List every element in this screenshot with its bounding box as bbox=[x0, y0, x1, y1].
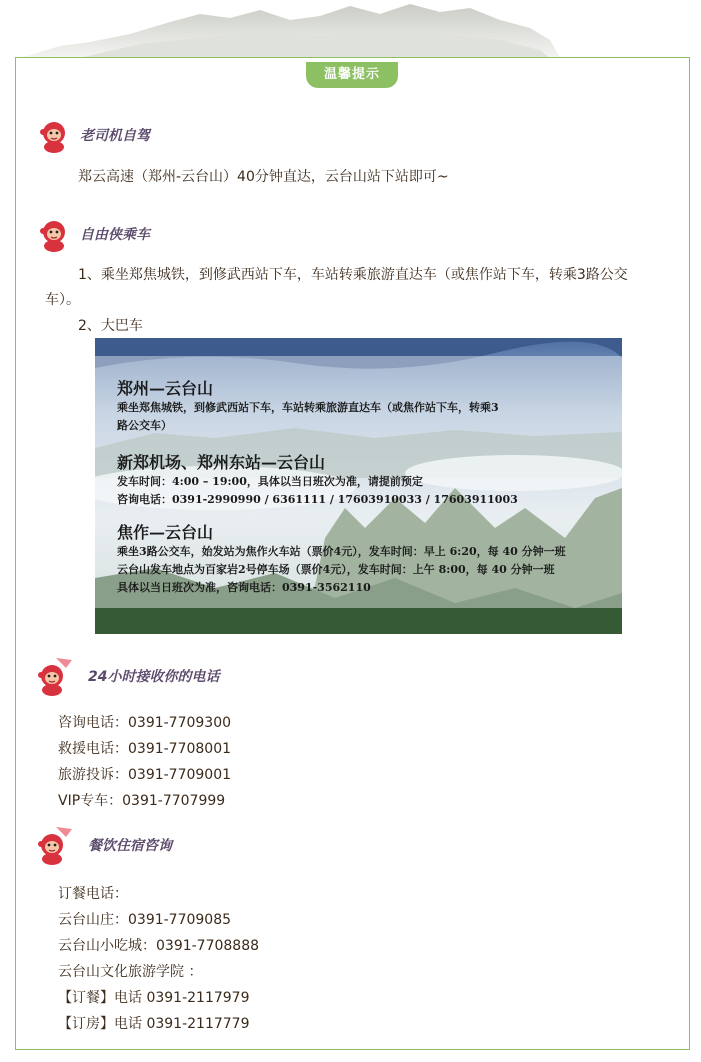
route-title: 郑州—云台山 bbox=[117, 379, 214, 398]
free-travel-line1-wrap: 车）。 bbox=[45, 292, 80, 308]
route-title: 新郑机场、郑州东站—云台山 bbox=[117, 453, 326, 472]
hotline-heading bbox=[36, 656, 219, 696]
monkey-mascot-icon bbox=[36, 825, 76, 865]
route-line: 咨询电话：0391-2990990 / 6361111 / 17603910033 / 17603911003 bbox=[117, 493, 518, 506]
dining-heading-text: 餐饮住宿咨询 bbox=[88, 838, 172, 854]
route-line: 发车时间：4:00 – 19:00，具体以当日班次为准，请提前预定 bbox=[117, 475, 423, 488]
monkey-mascot-icon bbox=[36, 656, 76, 696]
hotline-item: 旅游投诉：0391-7709001 bbox=[58, 767, 232, 783]
self-drive-heading bbox=[36, 117, 150, 153]
self-drive-text: 郑云高速（郑州-云台山）40分钟直达，云台山站下站即可~ bbox=[78, 169, 449, 185]
route-line: 具体以当日班次为准，咨询电话：0391-3562110 bbox=[117, 581, 371, 594]
dining-item: 订餐电话： bbox=[58, 886, 128, 902]
dining-heading bbox=[36, 825, 172, 865]
free-travel-heading bbox=[36, 216, 150, 252]
dining-item: 【订餐】电话 0391-2117979 bbox=[58, 990, 250, 1006]
route-line: 云台山发车地点为百家岩2号停车场（票价4元），发车时间：上午 8:00，每 40 分钟一班 bbox=[117, 563, 555, 576]
hotline-list bbox=[58, 710, 231, 814]
route-line: 路公交车） bbox=[117, 419, 172, 432]
hotline-item: 咨询电话：0391-7709300 bbox=[58, 715, 232, 731]
tip-badge: 温馨提示 bbox=[306, 62, 398, 88]
monkey-mascot-icon bbox=[36, 216, 72, 252]
dining-item: 【订房】电话 0391-2117779 bbox=[58, 1016, 250, 1032]
bus-route-zhengzhou bbox=[117, 376, 499, 435]
dining-item: 云台山文化旅游学院 ： bbox=[58, 964, 203, 980]
route-line: 乘坐3路公交车，始发站为焦作火车站（票价4元），发车时间：早上 6:20，每 40 分钟一班 bbox=[117, 545, 566, 558]
hotline-item: VIP专车：0391-7707999 bbox=[58, 793, 226, 809]
self-drive-heading-text: 老司机自驾 bbox=[80, 128, 150, 144]
bus-route-jiaozuo bbox=[117, 520, 566, 597]
monkey-mascot-icon bbox=[36, 117, 72, 153]
route-line: 乘坐郑焦城铁，到修武西站下车，车站转乘旅游直达车（或焦作站下车，转乘3 bbox=[117, 401, 499, 414]
free-travel-heading-text: 自由侠乘车 bbox=[80, 227, 150, 243]
bus-route-xinzheng bbox=[117, 450, 518, 509]
free-travel-line1: 1、乘坐郑焦城铁，到修武西站下车，车站转乘旅游直达车（或焦作站下车，转乘3路公交 bbox=[78, 267, 628, 283]
dining-item: 云台山庄：0391-7709085 bbox=[58, 912, 232, 928]
dining-list bbox=[58, 881, 259, 1037]
bus-info-image bbox=[95, 338, 622, 634]
free-travel-line2: 2、大巴车 bbox=[78, 318, 143, 334]
hotline-heading-text: 24小时接收你的电话 bbox=[88, 669, 220, 685]
hotline-item: 救援电话：0391-7708001 bbox=[58, 741, 232, 757]
route-title: 焦作—云台山 bbox=[117, 523, 214, 542]
dining-item: 云台山小吃城：0391-7708888 bbox=[58, 938, 260, 954]
